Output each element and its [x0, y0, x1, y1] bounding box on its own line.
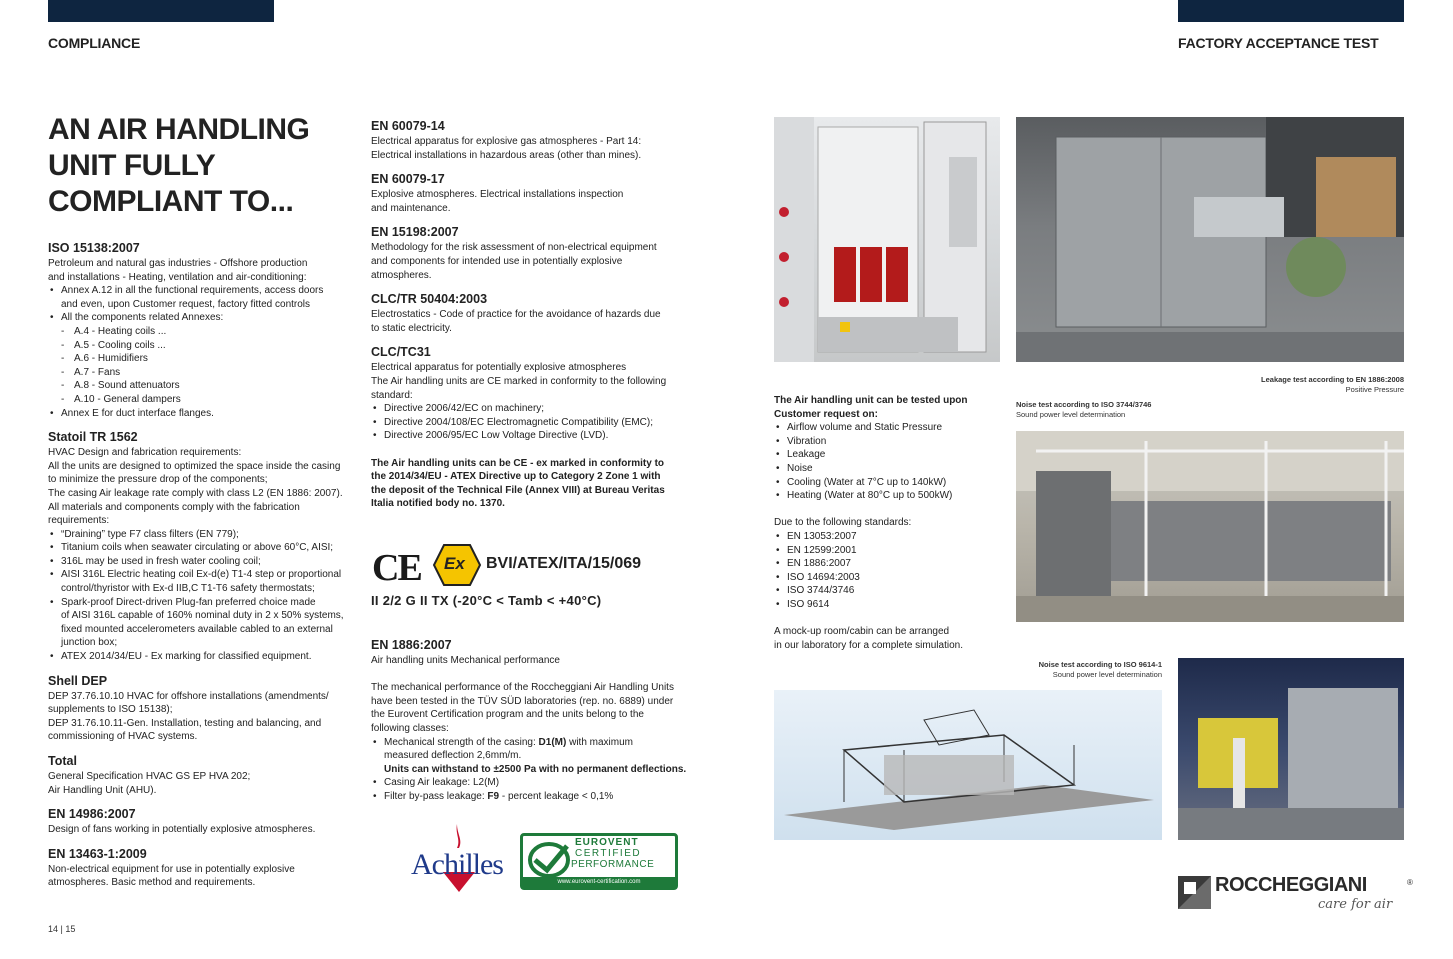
total-title: Total: [48, 754, 77, 768]
atex-statement: The Air handling units can be CE - ex marked in conformity to the 2014/34/EU - ATEX Directive up to Category 2 Zone 1 with the deposit of the Technical File (Annex VIII) at Bureau Veritas Italia notified body no. 1370.: [371, 457, 665, 510]
eurovent-logo: EUROVENT CERTIFIED PERFORMANCE www.eurovent-certification.com: [520, 833, 678, 890]
cabin-3d-illustration: [774, 690, 1162, 840]
photo-noise-test-cabin: [1016, 431, 1404, 622]
en60079-17-title: EN 60079-17: [371, 172, 445, 187]
en1886-title: EN 1886:2007: [371, 638, 452, 652]
iso15138-title: ISO 15138:2007: [48, 241, 140, 255]
ex-mark-text: Ex: [444, 554, 465, 573]
top-bar-right: [1178, 0, 1404, 22]
photo-cabin-3d-model: [774, 690, 1162, 840]
shell-title: Shell DEP: [48, 673, 108, 688]
en60079-14-title: EN 60079-14: [371, 119, 445, 133]
annex-sublist: - A.4 - Heating coils ... - A.5 - Cooling coils ... - A.6 - Humidifiers - A.7 - Fans - A.8 - Sound attenuators - A.10 - General dampers: [48, 325, 353, 407]
eurovent-check-icon: [527, 840, 571, 880]
noise-ahu-illustration: [1178, 658, 1404, 840]
test-standards-list: • EN 13053:2007 • EN 12599:2001 • EN 1886:2007 • ISO 14694:2003 • ISO 3744/3746 • ISO 9614: [774, 530, 999, 612]
column-standards-2: EN 60079-14 Electrical apparatus for explosive gas atmospheres - Part 14: Electrical installations in hazardous areas (other than mines). EN 60079-17 Explosive atmospheres. Electrical installations inspection and maintenance. EN 15198:2007 Methodology for the risk assessment of non-electrical equipment and components for intended use in potentially explosive atmospheres. CLC/TR 50404:2003 Electrostatics - Code of practice for the avoidance of hazards due to static electricity. CLC/TC31 Electrical apparatus for potentially explosive atmospheres The Air handling units are CE marked in conformity to the following standard: • Directive 2006/42/EC on machinery; • Directive 2004/108/EC Electromagnetic Compatibility (EMC); • Directive 2006/95/EC Low Voltage Directive (LVD). The Air handling units can be CE - ex marked in conformity to the 2014/34/EU - ATEX Directive up to Category 2 Zone 1 with the deposit of the Technical File (Annex VIII) at Bureau Veritas Italia notified body no. 1370.: [371, 119, 691, 511]
directives-list: • Directive 2006/42/EC on machinery; • Directive 2004/108/EC Electromagnetic Compatibility (EMC); • Directive 2006/95/EC Low Voltage Directive (LVD).: [371, 402, 691, 443]
clc-tr-title: CLC/TR 50404:2003: [371, 292, 488, 307]
caption-noise-test-2: Noise test according to ISO 9614-1 Sound power level determination: [1038, 660, 1162, 679]
certification-marks: [370, 540, 670, 590]
noise-cabin-illustration: [1016, 431, 1404, 622]
column-factory-tests: The Air handling unit can be tested upon Customer request on: • Airflow volume and Static Pressure • Vibration • Leakage • Noise • Cooling (Water at 7°C up to 140kW) • Heating (Water at 80°C up to 500kW) Due to the following standards: • EN 13053:2007 • EN 12599:2001 • EN 1886:2007 • ISO 14694:2003 • ISO 3744/3746 • ISO 9614 A mock-up room/cabin can be arranged in our laboratory for a complete simulation.: [774, 394, 999, 652]
en1886-section: EN 1886:2007 Air handling units Mechanical performance The mechanical performance of the Roccheggiani Air Handling Units have been tested in the TÜV SÜD laboratories (rep. no. 6889) under the Eurovent Certification program and the units belong to the following classes: • Mechanical strength of the casing: D1(M) with maximum measured deflection 2,6mm/m. Units can withstand to ±2500 Pa with no permanent deflections. • Casing Air leakage: L2(M) • Filter by-pass leakage: F9 - percent leakage < 0,1%: [371, 638, 691, 804]
roccheggiani-emblem-icon: [1178, 876, 1211, 909]
top-bar-left: [48, 0, 274, 22]
photo-noise-test-ahu: [1178, 658, 1404, 840]
photo-ahu-open-cabinet: [774, 117, 1000, 362]
page-title: AN AIR HANDLING UNIT FULLY COMPLIANT TO...: [48, 113, 310, 218]
page-numbers: 14 | 15: [48, 924, 76, 934]
tests-list: • Airflow volume and Static Pressure • Vibration • Leakage • Noise • Cooling (Water at 7°C up to 140kW) • Heating (Water at 80°C up to 500kW): [774, 421, 999, 503]
iso15138-list: • Annex A.12 in all the functional requirements, access doors and even, upon Customer request, factory fitted controls • All the components related Annexes:: [48, 284, 353, 325]
atex-marking-line: II 2/2 G II TX (-20°C < Tamb < +40°C): [371, 593, 602, 608]
caption-noise-test-1: Noise test according to ISO 3744/3746 Sound power level determination: [1016, 400, 1152, 419]
section-label-compliance: COMPLIANCE: [48, 35, 141, 51]
caption-leakage-test: Leakage test according to EN 1886:2008 Positive Pressure: [1261, 375, 1404, 394]
en13463-title: EN 13463-1:2009: [48, 846, 147, 861]
ce-mark: CE: [372, 547, 421, 589]
en14986-title: EN 14986:2007: [48, 807, 136, 822]
photo-leakage-test: [1016, 117, 1404, 362]
en1886-classes-list: • Mechanical strength of the casing: D1(M) with maximum measured deflection 2,6mm/m. Units can withstand to ±2500 Pa with no permanent deflections. • Casing Air leakage: L2(M) • Filter by-pass leakage: F9 - percent leakage < 0,1%: [371, 736, 691, 804]
statoil-title: Statoil TR 1562: [48, 430, 138, 445]
clc-tc31-title: CLC/TC31: [371, 345, 431, 360]
section-label-factory-test: FACTORY ACCEPTANCE TEST: [1178, 35, 1379, 51]
en15198-title: EN 15198:2007: [371, 225, 459, 240]
achilles-logo: Achilles: [405, 822, 515, 894]
atex-cert-number: BVI/ATEX/ITA/15/069: [486, 555, 642, 572]
roccheggiani-logo: ROCCHEGGIANI ® care for air: [1178, 872, 1418, 917]
cabinet-illustration: [774, 117, 1000, 362]
leakage-test-illustration: [1016, 117, 1404, 362]
column-standards-1: ISO 15138:2007 Petroleum and natural gas industries - Offshore production and installations - Heating, ventilation and air-conditioning: • Annex A.12 in all the functional requirements, access doors and even, upon Customer request, factory fitted controls • All the components related Annexes: - A.4 - Heating coils ... - A.5 - Cooling coils ... - A.6 - Humidifiers - A.7 - Fans - A.8 - Sound attenuators - A.10 - General dampers • Annex E for duct interface flanges. Statoil TR 1562 HVAC Design and fabrication requirements: All the units are designed to optimized the space inside the casing to minimize the pressure drop of the components; The casing Air leakage rate comply with class L2 (EN 1886: 2007). All materials and components comply with the fabrication requirements: • “Draining” type F7 class filters (EN 779); • Titanium coils when seawater circulating or above 60°C, AISI; • 316L may be used in fresh water cooling coil; • AISI 316L Electric heating coil Ex-d(e) T1-4 step or proportional control/thyristor with Ex-d IIB,C T1-T6 safety thermostats; • Spark-proof Direct-driven Plug-fan preferred choice made of AISI 316L capable of 160% nominal duty in 2 x 50% systems, fixed mounted accelerometers available cabled to an external junction box; • ATEX 2014/34/EU - Ex marking for classified equipment. Shell DEP DEP 37.76.10.10 HVAC for offshore installations (amendments/ supplements to ISO 15138); DEP 31.76.10.11-Gen. Installation, testing and balancing, and commissioning of HVAC systems. Total General Specification HVAC GS EP HVA 202; Air Handling Unit (AHU). EN 14986:2007 Design of fans working in potentially explosive atmospheres. EN 13463-1:2009 Non-electrical equipment for use in potentially explosive atmospheres. Basic method and requirements.: [48, 241, 353, 890]
statoil-list: • “Draining” type F7 class filters (EN 779); • Titanium coils when seawater circulating or above 60°C, AISI; • 316L may be used in fresh water cooling coil; • AISI 316L Electric heating coil Ex-d(e) T1-4 step or proportional control/thyristor with Ex-d IIB,C T1-T6 safety thermostats; • Spark-proof Direct-driven Plug-fan preferred choice made of AISI 316L capable of 160% nominal duty in 2 x 50% systems, fixed mounted accelerometers available cabled to an external junction box; • ATEX 2014/34/EU - Ex marking for classified equipment.: [48, 528, 353, 664]
